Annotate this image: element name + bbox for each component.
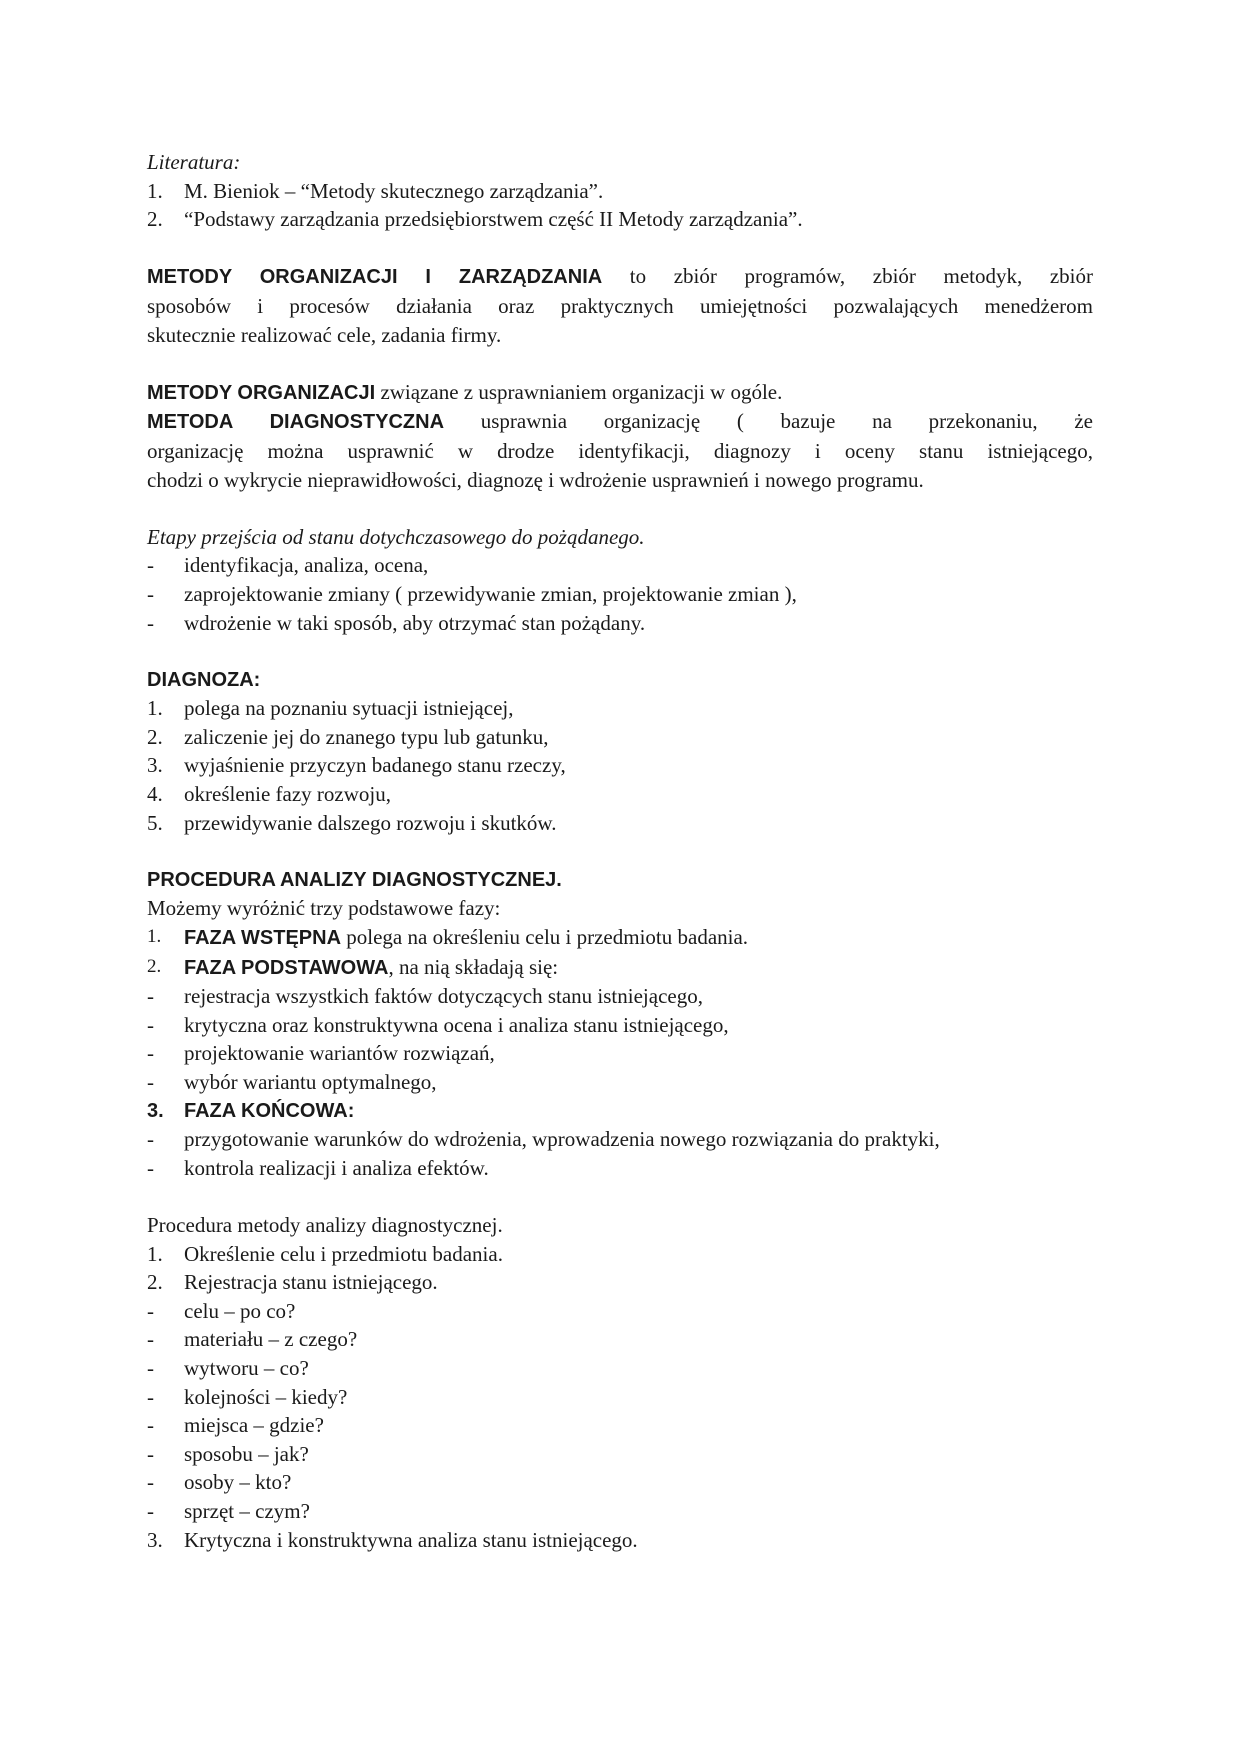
phase-item: 3. FAZA KOŃCOWA: — [147, 1099, 355, 1122]
list-item: - rejestracja wszystkich faktów dotyczących stanu istniejącego, — [147, 984, 703, 1009]
definition-term: METODA DIAGNOSTYCZNA — [147, 411, 445, 434]
question-item: - sprzęt – czym? — [147, 1498, 310, 1523]
list-item: - kontrola realizacji i analiza efektów. — [147, 1155, 489, 1180]
list-item: - zaprojektowanie zmiany ( przewidywanie zmian, projektowanie zmian ), — [147, 581, 797, 606]
literature-item: 1. M. Bieniok – “Metody skutecznego zarządzania”. — [147, 178, 604, 203]
phase-item: 1. FAZA WSTĘPNA polega na określeniu celu i przedmiotu badania. — [147, 925, 749, 950]
step-item: 3. Krytyczna i konstruktywna analiza stanu istniejącego. — [147, 1527, 638, 1552]
diagnosis-heading: DIAGNOZA: — [147, 668, 261, 691]
list-item: 4. określenie fazy rozwoju, — [147, 782, 391, 807]
question-item: - miejsca – gdzie? — [147, 1413, 324, 1438]
question-item: - sposobu – jak? — [147, 1441, 309, 1466]
question-item: - kolejności – kiedy? — [147, 1384, 348, 1409]
definition-methods-organization-management: METODY ORGANIZACJI I ZARZĄDZANIA to zbiór programów, zbiór metodyk, zbiór sposobów i procesów działania oraz praktycznych umiejętności pozwalających menedżerom skutecznie realizować cele, zadania firmy. — [147, 264, 1093, 347]
stages-heading: Etapy przejścia od stanu dotychczasowego do pożądanego. — [147, 524, 645, 549]
document-content — [147, 148, 1093, 1554]
definition-diagnostic-method: METODA DIAGNOSTYCZNA usprawnia organizację ( bazuje na przekonaniu, że organizację można usprawnić w drodze identyfikacji, diagnozy i oceny stanu istniejącego, chodzi o wykrycie nieprawidłowości, diagnozę i wdrożenie usprawnień i nowego programu. — [147, 409, 1093, 492]
list-item: - przygotowanie warunków do wdrożenia, wprowadzenia nowego rozwiązania do praktyki, — [147, 1127, 940, 1152]
question-item: - osoby – kto? — [147, 1470, 292, 1495]
literature-heading: Literatura: — [147, 150, 241, 174]
phase-item: 2. FAZA PODSTAWOWA, na nią składają się: — [147, 954, 559, 979]
list-item: - identyfikacja, analiza, ocena, — [147, 553, 429, 578]
list-item: 1. polega na poznaniu sytuacji istniejącej, — [147, 696, 514, 721]
step-item: 2. Rejestracja stanu istniejącego. — [147, 1270, 438, 1295]
method-heading: Procedura metody analizy diagnostycznej. — [147, 1212, 503, 1237]
question-item: - wytworu – co? — [147, 1355, 309, 1380]
step-item: 1. Określenie celu i przedmiotu badania. — [147, 1241, 503, 1266]
question-item: - celu – po co? — [147, 1298, 296, 1323]
question-item: - materiału – z czego? — [147, 1327, 358, 1352]
list-item: - projektowanie wariantów rozwiązań, — [147, 1041, 495, 1066]
literature-item: 2. “Podstawy zarządzania przedsiębiorstwem część II Metody zarządzania”. — [147, 207, 803, 232]
list-item: 5. przewidywanie dalszego rozwoju i skutków. — [147, 810, 557, 835]
list-item: - krytyczna oraz konstruktywna ocena i analiza stanu istniejącego, — [147, 1012, 729, 1037]
list-item: - wdrożenie w taki sposób, aby otrzymać stan pożądany. — [147, 610, 646, 635]
procedure-intro: Możemy wyróżnić trzy podstawowe fazy: — [147, 896, 501, 921]
list-item: - wybór wariantu optymalnego, — [147, 1070, 437, 1094]
definition-term: METODY ORGANIZACJI I ZARZĄDZANIA — [147, 266, 603, 289]
list-item: 3. wyjaśnienie przyczyn badanego stanu rzeczy, — [147, 753, 566, 778]
definition-methods-organization: METODY ORGANIZACJI związane z usprawnianiem organizacji w ogóle. — [147, 379, 783, 404]
procedure-heading: PROCEDURA ANALIZY DIAGNOSTYCZNEJ. — [147, 868, 562, 891]
list-item: 2. zaliczenie jej do znanego typu lub gatunku, — [147, 724, 549, 749]
